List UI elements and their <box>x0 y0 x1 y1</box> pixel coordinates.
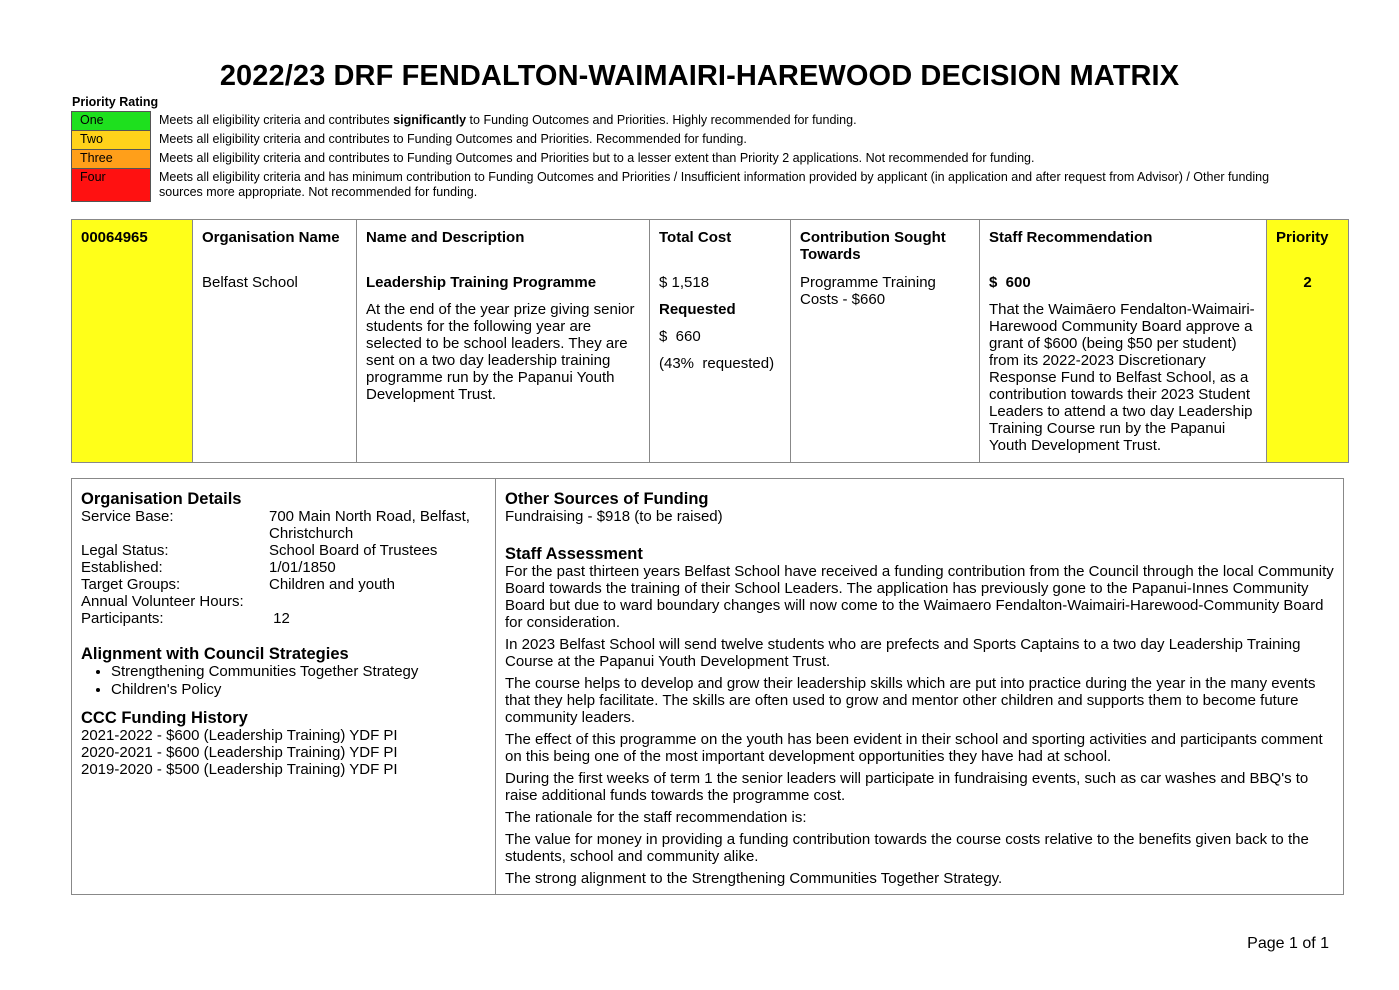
alignment-heading: Alignment with Council Strategies <box>81 645 349 663</box>
details-section <box>71 478 1344 895</box>
assessment-paragraph: During the first weeks of term 1 the senior leaders will participate in fundraising events, such as car washes and BBQ's to raise additional funds towards the programme cost. <box>505 770 1309 804</box>
other-sources-heading: Other Sources of Funding <box>505 490 709 508</box>
assessment-paragraph: The strong alignment to the Strengthening Communities Together Strategy. <box>505 870 1003 887</box>
application-table <box>71 219 1349 463</box>
detail-row: Established: 1/01/1850 <box>81 559 336 576</box>
priority-level-one: One <box>72 112 151 131</box>
priority-desc-one: Meets all eligibility criteria and contributes significantly to Funding Outcomes and Priorities. Highly recommended for funding. <box>159 112 857 127</box>
list-item: • Strengthening Communities Together Strategy <box>111 663 486 681</box>
org-name: Belfast School <box>202 274 298 291</box>
details-right-column <box>496 479 1343 894</box>
staff-recommendation-cell <box>980 220 1267 463</box>
assessment-paragraph: The course helps to develop and grow their leadership skills which are put into practice during the year in the many events that they help facilitate. The skills are often used to grow and mentor other children and supports them to become future community leaders. <box>505 675 1316 726</box>
total-cost: $ 1,518 <box>659 274 710 291</box>
detail-row: Participants: 12 <box>81 610 290 627</box>
org-name-cell <box>193 220 357 463</box>
header-total-cost: Total Cost <box>659 229 732 246</box>
detail-row: Annual Volunteer Hours: <box>81 593 244 610</box>
assessment-paragraph: In 2023 Belfast School will send twelve students who are prefects and Sports Captains to a two day Leadership Training Course at the Papanui Youth Development Trust. <box>505 636 1301 670</box>
details-left-column <box>72 479 496 894</box>
list-item: 2019-2020 - $500 (Leadership Training) YDF PI <box>81 761 398 778</box>
assessment-paragraph: The value for money in providing a funding contribution towards the course costs relative to the benefits given back to the students, school and community alike. <box>505 831 1309 865</box>
staff-rec-text: That the Waimāero Fendalton-Waimairi-Harewood Community Board approve a grant of $600 (being $50 per student) from its 2022-2023 Discretionary Response Fund to Belfast School, as a contribution towards their 2023 Student Leaders to attend a two day Leadership Training Course run by the Papanui Youth Development Trust. <box>989 301 1255 454</box>
org-details-heading: Organisation Details <box>81 490 242 508</box>
requested-label: Requested <box>659 301 736 318</box>
list-item: 2021-2022 - $600 (Leadership Training) YDF PI <box>81 727 398 744</box>
detail-row: Service Base: 700 Main North Road, Belfast, Christchurch <box>81 508 470 542</box>
staff-assessment-body <box>505 563 1334 887</box>
list-item: • Children's Policy <box>111 681 486 699</box>
priority-row-one <box>72 112 1311 131</box>
header-priority: Priority <box>1276 229 1329 246</box>
priority-row-three <box>72 150 1311 169</box>
header-staff-recommendation: Staff Recommendation <box>989 229 1153 246</box>
header-contribution: Contribution Sought Towards <box>800 229 946 263</box>
priority-rating-table <box>71 111 1311 202</box>
detail-row: Target Groups: Children and youth <box>81 576 395 593</box>
priority-value: 2 <box>1303 274 1312 291</box>
requested-amount: $ 660 <box>659 328 701 345</box>
staff-rec-amount: $ 600 <box>989 274 1031 291</box>
assessment-paragraph: The rationale for the staff recommendation is: <box>505 809 807 826</box>
priority-desc-two: Meets all eligibility criteria and contributes to Funding Outcomes and Priorities. Recommended for funding. <box>159 131 747 146</box>
total-cost-cell <box>650 220 791 463</box>
assessment-paragraph: For the past thirteen years Belfast School have received a funding contribution from the Council through the local Community Board towards the training of their School Leaders. The application has previously gone to the Papanui-Innes Community Board but due to ward boundary changes will now come to the Waimaero Fendalton-Waimairi-Harewood-Community Board for consideration. <box>505 563 1334 631</box>
assessment-paragraph: The effect of this programme on the youth has been evident in their school and sporting activities and participants comment on this being one of the most important development opportunities they have had at school. <box>505 731 1323 765</box>
detail-row: Legal Status: School Board of Trustees <box>81 542 438 559</box>
contribution-cell <box>791 220 980 463</box>
funding-history-heading: CCC Funding History <box>81 709 248 727</box>
priority-desc-three: Meets all eligibility criteria and contributes to Funding Outcomes and Priorities but to a lesser extent than Priority 2 applications. Not recommended for funding. <box>159 150 1035 165</box>
contribution-towards: Programme Training Costs - $660 <box>800 274 936 308</box>
page-title: 2022/23 DRF FENDALTON-WAIMAIRI-HAREWOOD DECISION MATRIX <box>219 60 1180 92</box>
requested-percent: (43% requested) <box>659 355 775 372</box>
priority-row-two <box>72 131 1311 150</box>
page-number: Page 1 of 1 <box>1247 935 1329 952</box>
header-name-description: Name and Description <box>366 229 525 246</box>
programme-title: Leadership Training Programme <box>366 274 597 291</box>
programme-description: At the end of the year prize giving senior students for the following year are selected to be school leaders. They are sent on a two day leadership training programme run by the Papanui Youth Development Trust. <box>366 301 635 403</box>
priority-row-four <box>72 169 1311 202</box>
application-id-cell <box>72 220 193 463</box>
priority-level-three: Three <box>72 150 151 169</box>
alignment-list <box>81 663 486 699</box>
application-id: 00064965 <box>81 229 148 246</box>
priority-rating-label: Priority Rating <box>72 95 159 109</box>
priority-cell <box>1267 220 1349 463</box>
list-item: 2020-2021 - $600 (Leadership Training) YDF PI <box>81 744 398 761</box>
header-org-name: Organisation Name <box>202 229 340 246</box>
priority-desc-four: Meets all eligibility criteria and has minimum contribution to Funding Outcomes and Priorities / Insufficient information provided by applicant (in application and after request from Advisor) / Other funding sources more appropriate. Not recommended for funding. <box>159 169 1270 199</box>
priority-level-four: Four <box>72 169 151 202</box>
staff-assessment-heading: Staff Assessment <box>505 545 643 563</box>
other-sources-text: Fundraising - $918 (to be raised) <box>505 508 723 525</box>
name-description-cell <box>357 220 650 463</box>
priority-level-two: Two <box>72 131 151 150</box>
